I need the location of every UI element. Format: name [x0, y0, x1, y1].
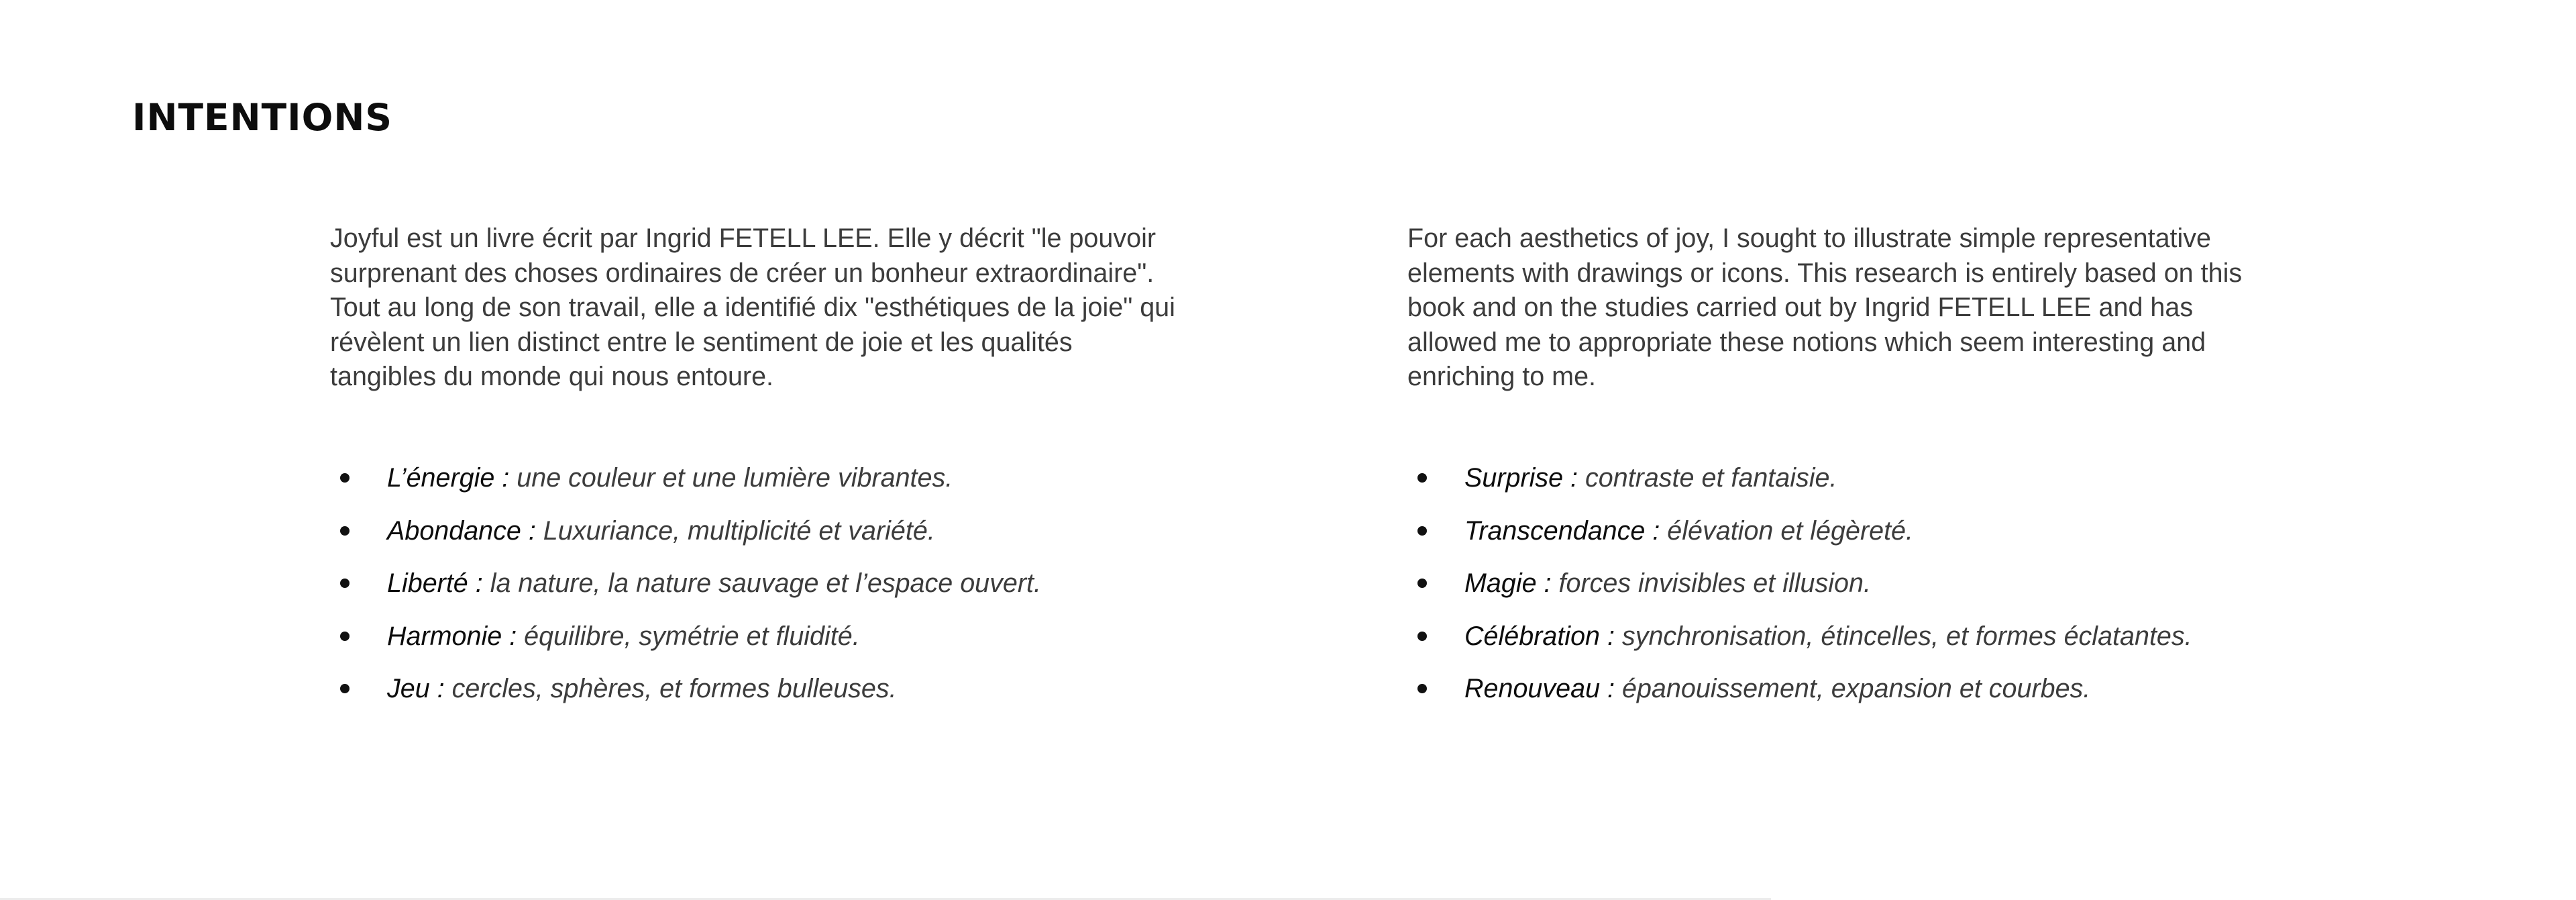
aesthetics-list-right: [1407, 464, 2279, 728]
bullet-dot-icon: [340, 526, 350, 536]
list-item: [330, 623, 1202, 676]
list-item-term: Célébration :: [1464, 621, 1615, 651]
list-item: [330, 464, 1202, 517]
list-item: [1407, 517, 2279, 570]
list-item: [330, 517, 1202, 570]
intro-paragraph-english: For each aesthetics of joy, I sought to illustrate simple representative elements with drawings or icons. This research is entirely based on this book and on the studies carried out by Ingrid FETELL LEE and has allowed me to appropriate these notions which seem interesting and enriching to me.: [1407, 223, 2243, 391]
intro-paragraph-french: Joyful est un livre écrit par Ingrid FETELL LEE. Elle y décrit "le pouvoir surprenant des choses ordinaires de créer un bonheur extraordinaire". Tout au long de son travail, elle a identifié dix "esthétiques de la joie" qui révèlent un lien distinct entre le sentiment de joie et les qualités tangibles du monde qui nous entoure.: [330, 223, 1175, 391]
bullet-dot-icon: [340, 579, 350, 588]
list-item: [330, 570, 1202, 623]
list-item: [330, 675, 1202, 728]
list-item-description: Luxuriance, multiplicité et variété.: [535, 515, 935, 546]
bullet-dot-icon: [1417, 579, 1427, 588]
list-item-term: Surprise :: [1464, 463, 1578, 493]
list-item-term: Jeu :: [387, 674, 445, 703]
list-item-term: Harmonie :: [387, 621, 517, 651]
list-item-term: Abondance :: [387, 515, 536, 546]
list-item-term: Renouveau :: [1464, 674, 1615, 703]
list-item-description: forces invisibles et illusion.: [1551, 568, 1871, 598]
page-title: INTENTIONS: [132, 96, 392, 139]
list-item: [1407, 464, 2279, 517]
bullet-dot-icon: [1417, 632, 1427, 641]
list-item-term: L’énergie :: [387, 463, 510, 493]
list-item-description: élévation et légèreté.: [1660, 515, 1913, 546]
bullet-dot-icon: [1417, 526, 1427, 536]
list-item-description: contraste et fantaisie.: [1578, 463, 1837, 493]
intro-column-french: [330, 221, 1202, 703]
intro-column-english: [1407, 221, 2279, 703]
bullet-dot-icon: [340, 473, 350, 483]
list-item-description: synchronisation, étincelles, et formes éclatantes.: [1614, 621, 2192, 651]
list-item-description: une couleur et une lumière vibrantes.: [509, 463, 953, 493]
bullet-dot-icon: [340, 684, 350, 693]
bullet-dot-icon: [1417, 684, 1427, 693]
list-item-term: Liberté :: [387, 568, 483, 598]
list-item-description: équilibre, symétrie et fluidité.: [517, 621, 860, 651]
list-item: [1407, 675, 2279, 728]
aesthetics-list-left: [330, 464, 1202, 728]
list-item-term: Magie :: [1464, 568, 1552, 598]
list-item: [1407, 570, 2279, 623]
bullet-dot-icon: [340, 632, 350, 641]
list-item-description: cercles, sphères, et formes bulleuses.: [444, 674, 897, 703]
list-item: [1407, 623, 2279, 676]
list-item-description: la nature, la nature sauvage et l’espace ouvert.: [482, 568, 1041, 598]
bullet-dot-icon: [1417, 473, 1427, 483]
list-item-description: épanouissement, expansion et courbes.: [1615, 674, 2091, 703]
list-item-term: Transcendance :: [1464, 515, 1660, 546]
